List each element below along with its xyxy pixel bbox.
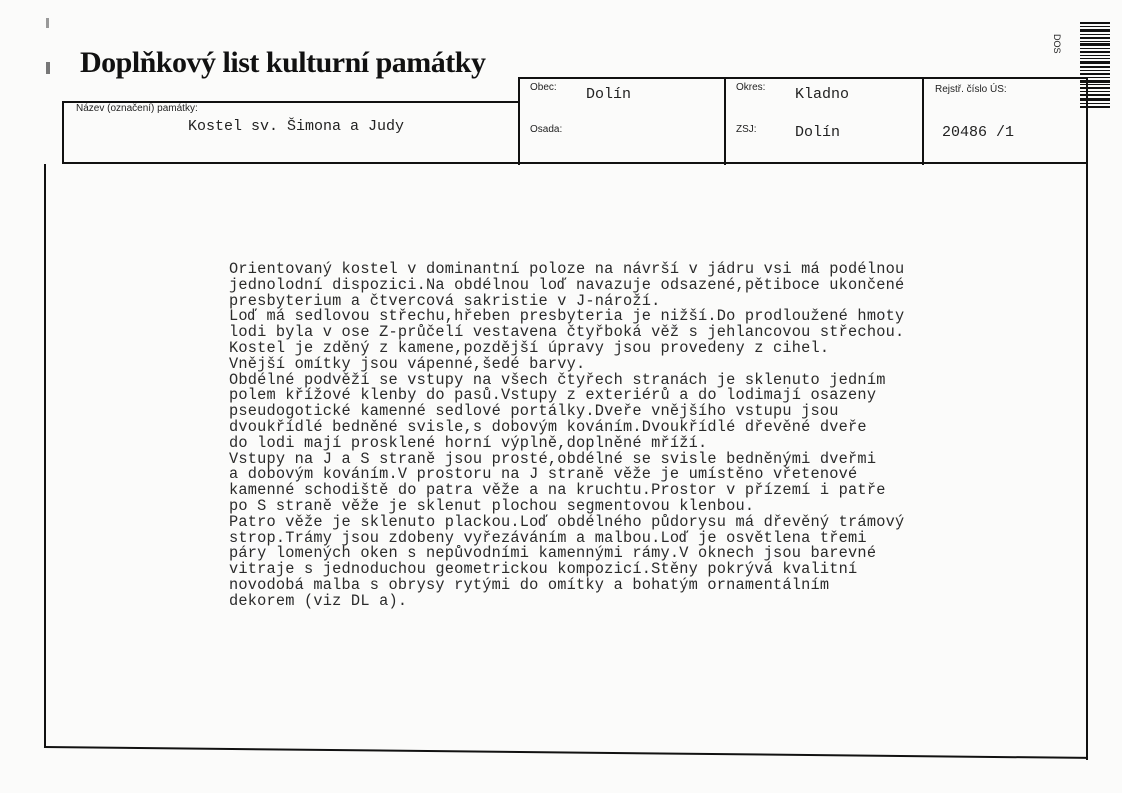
okres-label: Okres: — [736, 82, 766, 93]
obec-value: Dolín — [586, 86, 632, 103]
header-left-border — [62, 101, 64, 163]
obec-label: Obec: — [530, 82, 557, 93]
scan-mark — [46, 62, 50, 74]
frame-right — [1086, 164, 1088, 760]
header-top-line-right — [518, 77, 1086, 79]
nazev-value: Kostel sv. Šimona a Judy — [188, 118, 405, 135]
header-bottom-line — [62, 162, 1088, 164]
zsj-value: Dolín — [795, 124, 841, 141]
zsj-label: ZSJ: — [736, 124, 757, 135]
barcode-image — [1080, 22, 1110, 108]
header-divider-1 — [518, 77, 520, 165]
header-divider-3 — [922, 77, 924, 165]
frame-left — [44, 164, 46, 748]
rejstr-value: 20486 /1 — [942, 124, 1015, 141]
osada-label: Osada: — [530, 124, 563, 135]
okres-value: Kladno — [795, 86, 850, 103]
form-title: Doplňkový list kulturní památky — [80, 46, 486, 79]
nazev-label: Název (označení) památky: — [76, 103, 198, 114]
rejstr-label: Rejstř. číslo ÚS: — [935, 84, 1007, 95]
description-text: Orientovaný kostel v dominantní poloze na návrší v jádru vsi má podélnou jednolodní dispozici.Na obdélnou loď navazuje odsazené,pětiboce ukončené presbyterium a čtvercová sakristie v J-nároží. Loď má sedlovou střechu,hřeben presbyteria je nižší.Do prodloužené hmoty lodi byla v ose Z-průčelí vestavena čtyřboká věž s jehlancovou střechou. Kostel je zděný z kamene,pozdější úpravy jsou provedeny z cihel. Vnější omítky jsou vápenné,šedé barvy. Obdélné podvěží se vstupy na všech čtyřech stranách je sklenuto jedním polem křížové klenby do pasů.Vstupy z exteriérů a do lodimají osazeny pseudogotické kamenné sedlové portálky.Dveře vnějšího vstupu jsou dvoukřídlé bedněné svisle,s dobovým kováním.Dvoukřídlé dřevěné dveře do lodi mají prosklené horní výplně,doplněné mříží. Vstupy na J a S straně jsou prosté,obdélné se svisle bedněnými dveřmi a dobovým kováním.V prostoru na J straně věže je umístěno vřetenové kamenné schodiště do patra věže a na kruchtu.Prostor v přízemí i patře po S straně věže je sklenut plochou segmentovou klenbou. Patro věže je sklenuto plackou.Loď obdélného půdorysu má dřevěný trámový strop.Trámy jsou zdobeny vyřezáváním a malbou.Loď je osvětlena třemi páry lomených oken s nepůvodními kamennými rámy.V oknech jsou barevné vitraje s jednoduchou geometrickou kompozicí.Stěny pokrývá kvalitní novodobá malba s obrysy rytými do omítky a bohatým ornamentálním dekorem (viz DL a). — [229, 260, 905, 610]
barcode-label: DOS — [1052, 34, 1062, 54]
frame-bottom — [44, 746, 1088, 759]
header-divider-2 — [724, 77, 726, 165]
scan-mark — [46, 18, 49, 28]
